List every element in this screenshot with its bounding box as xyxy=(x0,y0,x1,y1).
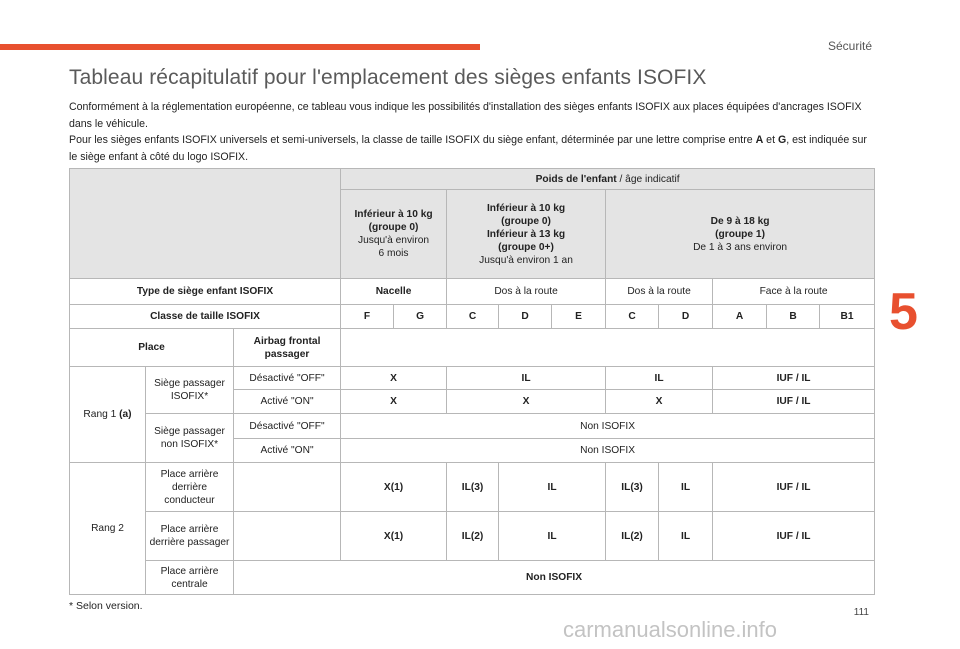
value-cell: IL(2) xyxy=(606,512,659,561)
group-1-header xyxy=(606,190,875,279)
rang-1-text: Rang 1 xyxy=(83,409,120,420)
section-label: Sécurité xyxy=(827,39,872,53)
table-row xyxy=(70,279,875,305)
value-cell: IL xyxy=(606,367,713,390)
top-accent-bar xyxy=(0,44,480,50)
group-0plus-name-1: (groupe 0) xyxy=(501,215,551,227)
watermark: carmanualsonline.info xyxy=(563,617,778,642)
group-1-name: (groupe 1) xyxy=(715,228,765,240)
weight-header-bold: Poids de l'enfant xyxy=(535,173,617,185)
class-cell: B1 xyxy=(820,305,875,329)
value-cell: X xyxy=(341,367,447,390)
weight-header-rest: / âge indicatif xyxy=(616,173,680,185)
table-row xyxy=(70,512,875,561)
value-cell: IL xyxy=(499,463,606,512)
class-label: Classe de taille ISOFIX xyxy=(70,305,341,329)
airbag-on: Activé "ON" xyxy=(234,439,341,463)
value-cell: X(1) xyxy=(341,512,447,561)
value-cell: IUF / IL xyxy=(713,367,875,390)
seat-isofix-label: Siège passager ISOFIX* xyxy=(146,367,234,414)
group-1-age: De 1 à 3 ans environ xyxy=(693,241,788,253)
chapter-number: 5 xyxy=(889,283,918,341)
value-cell: IL xyxy=(659,512,713,561)
non-isofix-cell: Non ISOFIX xyxy=(341,414,875,439)
group-0plus-age: Jusqu'à environ 1 an xyxy=(479,254,573,266)
table-row xyxy=(70,169,875,190)
airbag-on: Activé "ON" xyxy=(234,390,341,414)
value-cell: IL xyxy=(447,367,606,390)
group-0-age-line1: Jusqu'à environ xyxy=(358,235,430,246)
value-cell: IL(3) xyxy=(447,463,499,512)
group-0-age-line2: 6 mois xyxy=(378,248,409,259)
empty-cell xyxy=(341,329,875,367)
class-cell: E xyxy=(552,305,606,329)
type-nacelle: Nacelle xyxy=(341,279,447,305)
value-cell: IUF / IL xyxy=(713,512,875,561)
value-cell: X(1) xyxy=(341,463,447,512)
non-isofix-cell: Non ISOFIX xyxy=(341,439,875,463)
empty-cell xyxy=(234,512,341,561)
value-cell: IUF / IL xyxy=(713,463,875,512)
group-0-name: (groupe 0) xyxy=(368,222,419,233)
class-cell: F xyxy=(341,305,394,329)
place-rear-passenger: Place arrière derrière passager xyxy=(146,512,234,561)
isofix-table xyxy=(69,168,875,595)
table-row xyxy=(70,367,875,390)
intro-p2-bold-a: A xyxy=(755,134,764,146)
intro-p2-text: Pour les sièges enfants ISOFIX universels et semi-universels, la classe de taille ISOFIX du siège enfant, déterminée par une lettre comprise entre xyxy=(69,134,756,146)
table-row xyxy=(70,329,875,367)
value-cell: IUF / IL xyxy=(713,390,875,414)
airbag-off: Désactivé "OFF" xyxy=(234,367,341,390)
footnote: * Selon version. xyxy=(69,600,143,612)
weight-header xyxy=(341,169,875,190)
value-cell: X xyxy=(341,390,447,414)
class-cell: C xyxy=(447,305,499,329)
value-cell: X xyxy=(606,390,713,414)
group-0plus-name-2: (groupe 0+) xyxy=(498,241,554,253)
class-cell: A xyxy=(713,305,767,329)
value-cell: X xyxy=(447,390,606,414)
airbag-off: Désactivé "OFF" xyxy=(234,414,341,439)
group-0plus-weight-1: Inférieur à 10 kg xyxy=(486,202,566,214)
table-row xyxy=(70,463,875,512)
class-cell: B xyxy=(767,305,820,329)
type-rear-facing-2: Dos à la route xyxy=(606,279,713,305)
intro-text xyxy=(69,99,875,165)
place-rear-center: Place arrière centrale xyxy=(146,561,234,595)
empty-cell xyxy=(234,463,341,512)
page-number: 111 xyxy=(853,607,869,618)
group-1-weight: De 9 à 18 kg xyxy=(710,215,770,227)
class-cell: C xyxy=(606,305,659,329)
rang-1-note: (a) xyxy=(119,409,132,420)
rang-1-label xyxy=(70,367,146,463)
intro-paragraph-1: Conformément à la réglementation européenne, ce tableau vous indique les possibilités d'installation des sièges enfants ISOFIX aux places équipées d'ancrages ISOFIX dans le véhicule. xyxy=(69,101,862,130)
type-label: Type de siège enfant ISOFIX xyxy=(70,279,341,305)
table-row xyxy=(70,414,875,439)
airbag-label: Airbag frontal passager xyxy=(234,329,341,367)
class-cell: D xyxy=(659,305,713,329)
table-row xyxy=(70,561,875,595)
value-cell: IL xyxy=(659,463,713,512)
rang-2-label: Rang 2 xyxy=(70,463,146,595)
intro-paragraph-2 xyxy=(69,132,875,165)
page-title: Tableau récapitulatif pour l'emplacement des sièges enfants ISOFIX xyxy=(69,66,707,89)
empty-header-cell xyxy=(70,169,341,279)
place-rear-driver: Place arrière derrière conducteur xyxy=(146,463,234,512)
class-cell: G xyxy=(394,305,447,329)
seat-non-isofix-label: Siège passager non ISOFIX* xyxy=(146,414,234,463)
group-0plus-header xyxy=(447,190,606,279)
value-cell: IL xyxy=(499,512,606,561)
value-cell: IL(3) xyxy=(606,463,659,512)
class-cell: D xyxy=(499,305,552,329)
table-row xyxy=(70,305,875,329)
group-0plus-weight-2: Inférieur à 13 kg xyxy=(486,228,566,240)
intro-p2-after: , est indiquée sur le siège enfant à côté du logo ISOFIX. xyxy=(69,134,867,163)
group-0-weight: Inférieur à 10 kg xyxy=(354,209,433,220)
non-isofix-cell: Non ISOFIX xyxy=(234,561,875,595)
value-cell: IL(2) xyxy=(447,512,499,561)
intro-p2-mid: et xyxy=(763,134,778,146)
type-rear-facing-1: Dos à la route xyxy=(447,279,606,305)
intro-p2-bold-g: G xyxy=(777,134,787,146)
place-label: Place xyxy=(70,329,234,367)
type-forward-facing: Face à la route xyxy=(713,279,875,305)
group-0-header xyxy=(341,190,447,279)
